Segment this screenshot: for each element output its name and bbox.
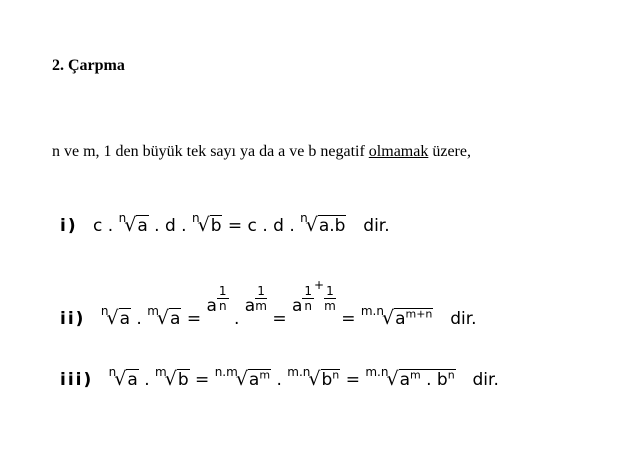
radical-mn-am-bn (365, 365, 455, 390)
radical-index: m (155, 365, 167, 379)
exponent: m (409, 368, 421, 382)
radical-sign: √ (197, 214, 210, 236)
radicand: a.b (318, 216, 346, 236)
exponent-fraction (255, 284, 267, 313)
dot: . (262, 216, 268, 236)
radical-sign: √ (386, 368, 399, 390)
power-a-1-m (244, 284, 267, 329)
plus: + (314, 278, 325, 292)
radical-index: n (108, 365, 117, 379)
radical-sign: √ (308, 368, 321, 390)
denominator: n (218, 299, 227, 313)
suffix-dir: dir. (450, 309, 477, 329)
power-a-sum (291, 278, 336, 329)
intro-text-after: üzere, (428, 143, 471, 160)
rule-iii-label: iii) (60, 370, 94, 390)
radical-index: m.n (360, 304, 384, 318)
exponent: n (332, 368, 340, 382)
rule-iii (60, 365, 499, 390)
radical-mn-b-n (287, 365, 340, 390)
radical-sign: √ (114, 368, 127, 390)
radicand: a (170, 309, 181, 329)
radical-mn-a-mplusn (360, 304, 434, 329)
denominator: m (324, 299, 336, 313)
radical-sign: √ (124, 214, 137, 236)
radical-index: n (118, 211, 127, 225)
dot: . (289, 216, 295, 236)
suffix-dir: dir. (472, 370, 499, 390)
radical-m-b (155, 365, 190, 390)
dot: . (136, 309, 142, 329)
intro-text-before: n ve m, 1 den büyük tek sayı ya da a ve b negatif (52, 143, 369, 160)
denominator: n (304, 299, 313, 313)
radical-n-a (118, 211, 149, 236)
radical-n-a (108, 365, 139, 390)
power-a-1-n (206, 284, 229, 329)
base: a (395, 309, 406, 329)
dot: . (144, 370, 150, 390)
radical-index: n (191, 211, 200, 225)
radicand: b (177, 370, 189, 390)
dot: . (426, 370, 432, 390)
radical-index: m.n (365, 365, 389, 379)
rule-ii-label: ii) (60, 309, 86, 329)
radical-n-b (191, 211, 223, 236)
radicand (394, 308, 433, 329)
radical-m-a (147, 304, 181, 329)
dot: . (107, 216, 114, 236)
radical-index: n (300, 211, 308, 225)
equals: = (341, 309, 356, 329)
suffix-dir: dir. (363, 216, 390, 236)
dot: . (276, 370, 282, 390)
base: a (291, 296, 303, 316)
coef-d: d (164, 216, 176, 236)
rule-i-label: i) (60, 216, 78, 236)
radical-index: m (147, 304, 159, 318)
exponent: n (447, 368, 455, 382)
radicand (248, 369, 271, 390)
radical-nm-a-m (214, 365, 271, 390)
radical-index: n (100, 304, 109, 318)
base: a (248, 370, 260, 390)
base: b (436, 370, 448, 390)
radicand (399, 369, 456, 390)
radical-sign: √ (305, 214, 318, 236)
radical-sign: √ (381, 307, 395, 329)
numerator: 1 (218, 284, 227, 298)
radical-index: n.m (214, 365, 238, 379)
radicand: a (137, 216, 148, 236)
equals: = (345, 370, 360, 390)
rule-i (60, 211, 390, 236)
radical-n-a (100, 304, 131, 329)
exponent: m (259, 368, 271, 382)
exponent: m+n (405, 307, 433, 321)
base: a (244, 296, 256, 316)
coef-c: c (247, 216, 257, 236)
dot: . (181, 216, 187, 236)
radical-sign: √ (156, 307, 170, 329)
equals: = (227, 216, 243, 236)
equals: = (195, 370, 210, 390)
radical-sign: √ (164, 368, 177, 390)
coef-d: d (273, 216, 284, 236)
base: a (206, 296, 217, 316)
numerator: 1 (326, 284, 334, 298)
intro-underlined: olmamak (368, 143, 429, 160)
radicand (321, 369, 341, 390)
exponent-fraction (302, 284, 314, 313)
coef-c: c (93, 216, 103, 236)
section-heading: 2. Çarpma (52, 57, 125, 74)
base: b (321, 370, 333, 390)
radical-sign: √ (235, 368, 248, 390)
dot: . (233, 309, 240, 329)
exponent-fraction (217, 284, 229, 313)
base: a (399, 370, 410, 390)
equals: = (186, 309, 202, 329)
radical-sign: √ (106, 307, 119, 329)
denominator: m (255, 299, 267, 313)
dot: . (154, 216, 160, 236)
radical-n-ab (300, 211, 346, 236)
radical-index: m.n (287, 365, 311, 379)
radicand: b (210, 216, 222, 236)
numerator: 1 (304, 284, 313, 298)
equals: = (272, 309, 287, 329)
radicand: a (119, 309, 130, 329)
radicand: a (127, 370, 138, 390)
numerator: 1 (257, 284, 265, 298)
exponent-fraction (324, 284, 336, 313)
rule-ii (60, 278, 477, 329)
intro-paragraph (52, 143, 471, 161)
